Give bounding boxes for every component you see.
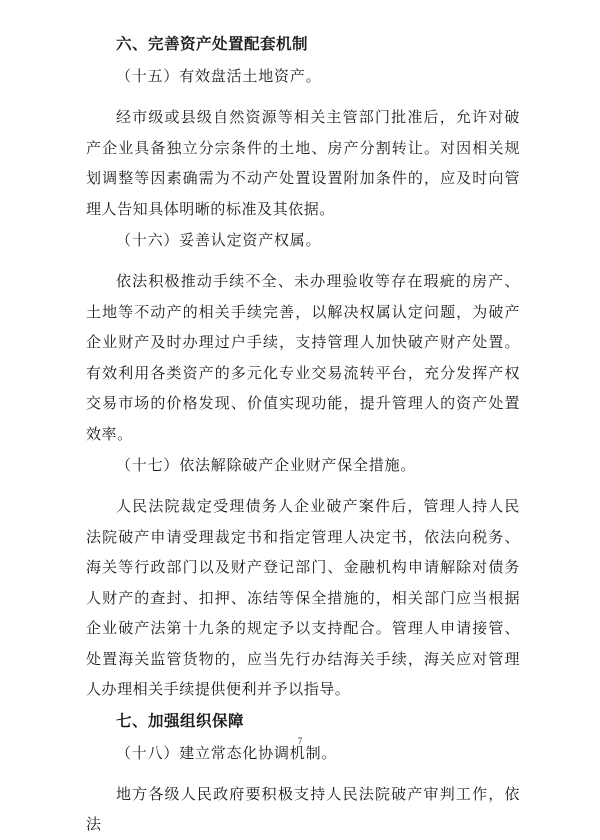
paragraph: 依法积极推动手续不全、未办理验收等存在瑕疵的房产、土地等不动产的相关手续完善，以解决权属认定问题，为破产企业财产及时办理过户手续，支持管理人加快破产财产处置。有效利用各类资产的多元化专业交易流转平台，充分发挥产权交易市场的价格发现、价值实现功能，提升管理人的资产处置效率。 — [86, 272, 520, 443]
sub-heading: （十七）依法解除破产企业财产保全措施。 — [116, 456, 417, 474]
paragraph: 经市级或县级自然资源等相关主管部门批准后，允许对破产企业具备独立分宗条件的土地、房产分割转让。对因相关规划调整等因素确需为不动产处置设置附加条件的，应及时向管理人告知具体明晰的标准及其依据。 — [86, 108, 520, 218]
sub-heading: （十八）建立常态化协调机制。 — [116, 743, 338, 762]
document-body — [86, 34, 520, 840]
paragraph: 地方各级人民政府要积极支持人民法院破产审判工作，依法 — [86, 784, 520, 833]
section-heading: 六、完善资产处置配套机制 — [116, 35, 309, 53]
sub-heading: （十五）有效盘活土地资产。 — [116, 67, 322, 85]
page-number: 7 — [297, 736, 303, 746]
section-heading: 七、加强组织保障 — [116, 711, 245, 730]
sub-heading: （十六）妥善认定资产权属。 — [116, 231, 322, 249]
paragraph: 人民法院裁定受理债务人企业破产案件后，管理人持人民法院破产申请受理裁定书和指定管理人决定书，依法向税务、海关等行政部门以及财产登记部门、金融机构申请解除对债务人财产的查封、扣押、冻结等保全措施的，相关部门应当根据企业破产法第十九条的规定予以支持配合。管理人申请接管、处置海关监管货物的，应当先行办结海关手续，海关应对管理人办理相关手续提供便利并予以指导。 — [86, 497, 520, 698]
